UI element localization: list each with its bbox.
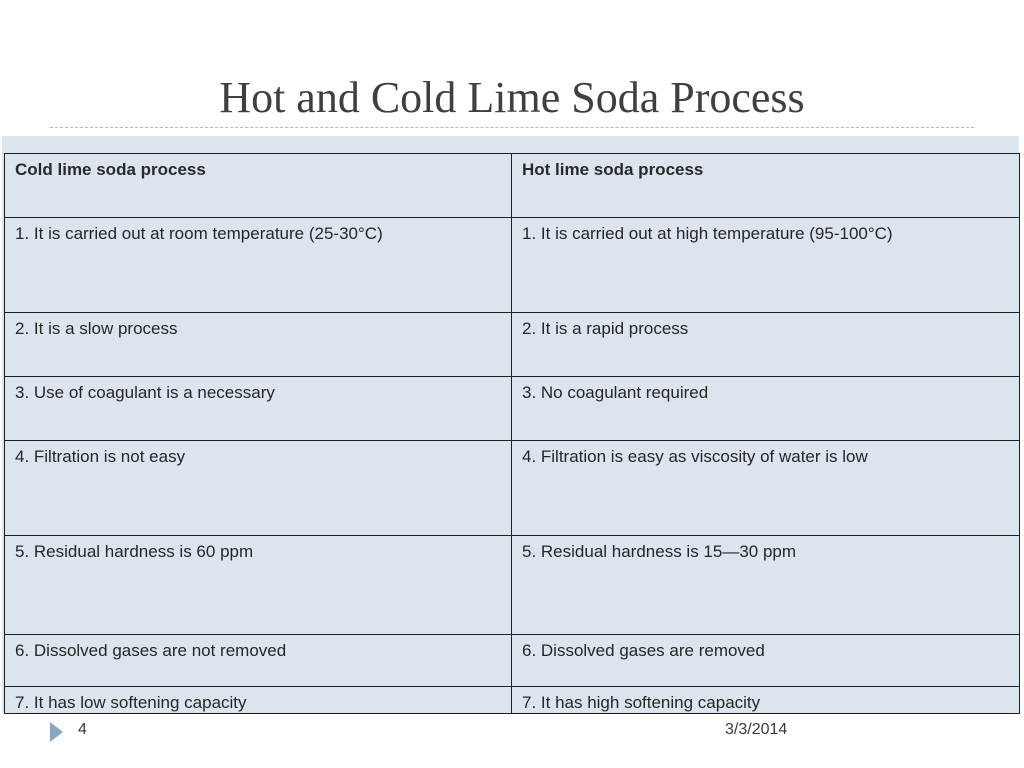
cold-cell: 3. Use of coagulant is a necessary	[5, 377, 512, 441]
cold-cell: 2. It is a slow process	[5, 313, 512, 377]
table-row	[5, 441, 1020, 536]
cold-cell: 5. Residual hardness is 60 ppm	[5, 536, 512, 635]
table-row	[5, 687, 1020, 714]
hot-cell: 4. Filtration is easy as viscosity of water is low	[512, 441, 1020, 536]
title-divider	[50, 127, 974, 128]
table-row	[5, 536, 1020, 635]
cold-cell: 7. It has low softening capacity	[5, 687, 512, 714]
header-hot-lime: Hot lime soda process	[512, 154, 1020, 218]
hot-cell: 7. It has high softening capacity	[512, 687, 1020, 714]
hot-cell: 3. No coagulant required	[512, 377, 1020, 441]
table-row	[5, 377, 1020, 441]
table-row	[5, 218, 1020, 313]
cold-cell: 6. Dissolved gases are not removed	[5, 635, 512, 687]
cold-cell: 1. It is carried out at room temperature (25-30°C)	[5, 218, 512, 313]
hot-cell: 6. Dissolved gases are removed	[512, 635, 1020, 687]
hot-cell: 5. Residual hardness is 15—30 ppm	[512, 536, 1020, 635]
table-row	[5, 313, 1020, 377]
slide-title: Hot and Cold Lime Soda Process	[219, 73, 805, 122]
footer-date: 3/3/2014	[725, 721, 788, 738]
slide-marker-arrow-icon	[50, 722, 63, 742]
cold-cell: 4. Filtration is not easy	[5, 441, 512, 536]
hot-cell: 2. It is a rapid process	[512, 313, 1020, 377]
hot-cell: 1. It is carried out at high temperature (95-100°C)	[512, 218, 1020, 313]
header-cold-lime: Cold lime soda process	[5, 154, 512, 218]
table-row	[5, 635, 1020, 687]
table-header-row	[5, 154, 1020, 218]
page-number: 4	[78, 721, 87, 738]
comparison-table	[4, 153, 1020, 714]
